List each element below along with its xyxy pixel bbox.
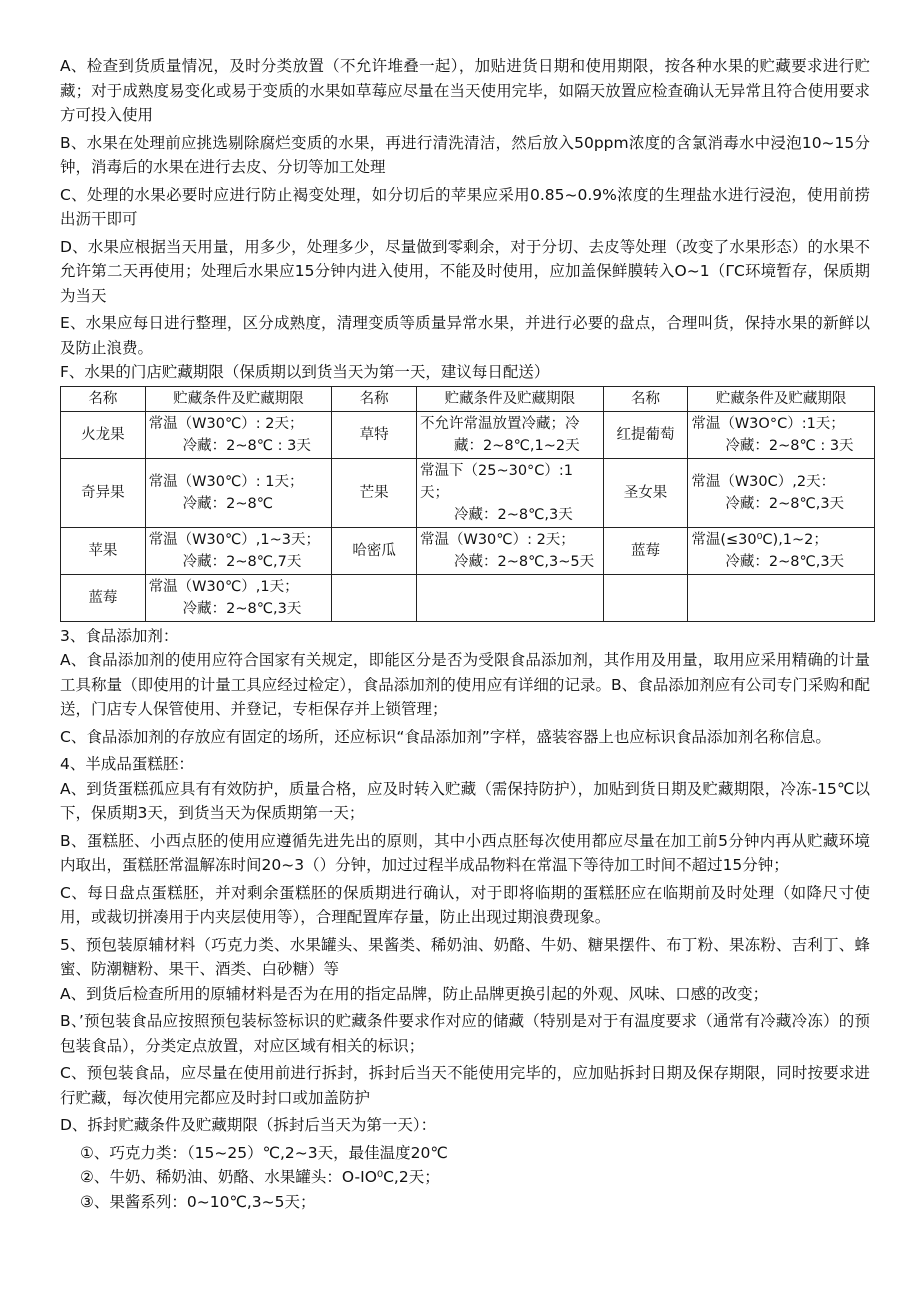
room-temp-line: 常温（W30℃）: 2天； <box>148 415 304 432</box>
prepack-heading: 5、预包装原辅材料（巧克力类、水果罐头、果酱类、稀奶油、奶酪、牛奶、糖果摆件、布丁粉、果冻粉、吉利丁、蜂蜜、防潮糖粉、果干、酒类、白砂糖）等 <box>60 935 870 978</box>
storage-condition <box>688 411 875 458</box>
fruit-name: 草特 <box>332 411 417 458</box>
cold-storage-line: 冷藏：2~8℃,3~5天 <box>454 553 595 570</box>
fruit-storage-table <box>60 386 875 622</box>
list-item: ①、巧克力类：（15~25）℃,2~3天，最佳温度20℃ <box>80 1143 448 1162</box>
cake-para-b: B、蛋糕胚、小西点胚的使用应遵循先进先出的原则，其中小西点胚每次使用都应尽量在加工前5分钟内再从贮藏环境内取出，蛋糕胚常温解冻时间20~3（）分钟，加过过程半成品物料在常温下等待加工时间不超过15分钟； <box>60 831 870 874</box>
table-header: 贮藏条件及贮藏期限 <box>688 386 875 411</box>
cake-heading: 4、半成品蛋糕胚： <box>60 755 194 773</box>
cold-storage-line: 冷藏：2~8℃,3天 <box>725 495 845 512</box>
empty-cell <box>417 574 604 621</box>
storage-condition <box>417 458 604 527</box>
table-row <box>61 411 875 458</box>
storage-condition <box>417 527 604 574</box>
room-temp-line: 常温（W30℃）,1~3天； <box>148 531 320 548</box>
additives-para-c: C、食品添加剂的存放应有固定的场所，还应标识“食品添加剂”字样，盛装容器上也应标识食品添加剂名称信息。 <box>60 727 831 746</box>
cold-storage-line: 冷藏：2~8℃ <box>182 495 274 512</box>
room-temp-line: 常温（W30℃）: 1天； <box>148 473 304 490</box>
prepack-para-b: B、’预包装食品应按照预包装标签标识的贮藏条件要求作对应的储藏（特别是对于有温度要求（通常有冷藏冷冻）的预包装食品），分类定点放置，对应区域有相关的标识； <box>60 1012 870 1055</box>
table-header: 名称 <box>603 386 688 411</box>
additives-para-ab: A、食品添加剂的使用应符合国家有关规定，即能区分是否为受限食品添加剂，其作用及用量，取用应采用精确的计量工具称量（即使用的计量工具应经过检定），食品添加剂的使用应有详细的记录。B、食品添加剂应有公司专门采购和配送，门店专人保管使用、并登记，专柜保存并上锁管理； <box>60 651 870 718</box>
prepack-para-d: D、拆封贮藏条件及贮藏期限（拆封后当天为第一天）： <box>60 1116 437 1134</box>
fruit-name: 蓝莓 <box>61 574 146 621</box>
cake-para-a: A、到货蛋糕孤应具有有效防护，质量合格，应及时转入贮藏（需保持防护），加贴到货日期及贮藏期限，冷冻-15℃以下，保质期3天，到货当天为保质期第一天； <box>60 779 870 822</box>
cold-storage-line: 冷藏：2~8℃,3天 <box>182 600 302 617</box>
table-header-row <box>61 386 875 411</box>
table-header: 贮藏条件及贮藏期限 <box>417 386 604 411</box>
prepack-para-c: C、预包装食品，应尽量在使用前进行拆封，拆封后当天不能使用完毕的，应加贴拆封日期及保存期限，同时按要求进行贮藏，每次使用完都应及时封口或加盖防护 <box>60 1064 870 1107</box>
prepack-para-a: A、到货后检查所用的原辅材料是否为在用的指定品牌，防止品牌更换引起的外观、风味、口感的改变； <box>60 984 769 1003</box>
cold-storage-line: 冷藏：2~8℃,3天 <box>725 553 845 570</box>
fruit-name: 奇异果 <box>61 458 146 527</box>
fruit-para-d: D、水果应根据当天用量，用多少，处理多少，尽量做到零剩余，对于分切、去皮等处理（改变了水果形态）的水果不允许第二天再使用；处理后水果应15分钟内进入使用，不能及时使用，应加盖保鲜膜转入O~1（ΓC环境暂存，保质期为当天 <box>60 237 870 305</box>
fruit-name: 火龙果 <box>61 411 146 458</box>
fruit-para-b: B、水果在处理前应挑选剔除腐烂变质的水果，再进行清洗清洁，然后放入50ppm浓度的含氯消毒水中浸泡10~15分钟，消毒后的水果在进行去皮、分切等加工处理 <box>60 133 870 176</box>
storage-condition <box>145 458 332 527</box>
table-header: 名称 <box>61 386 146 411</box>
room-temp-line: 常温（W30℃）: 2天； <box>420 531 575 548</box>
storage-condition <box>145 527 332 574</box>
cold-storage-line: 藏：2~8℃,1~2天 <box>454 437 580 454</box>
storage-condition <box>688 458 875 527</box>
storage-condition <box>688 527 875 574</box>
room-temp-line: 常温(≤30⁰C),1~2； <box>691 531 828 548</box>
room-temp-line: 常温（W30C）,2天： <box>691 473 836 490</box>
fruit-para-a: A、检查到货质量情况，及时分类放置（不允许堆叠一起），加贴进货日期和使用期限，按各种水果的贮藏要求进行贮藏；对于成熟度易变化或易于变质的水果如草莓应尽量在当天使用完毕，如隔天放置应检查确认无异常且符合使用要求方可投入使用 <box>60 57 870 124</box>
room-temp-line: 常温下（25~30°C）:1天； <box>420 462 574 501</box>
table-row <box>61 574 875 621</box>
empty-cell <box>688 574 875 621</box>
table-header: 贮藏条件及贮藏期限 <box>145 386 332 411</box>
fruit-para-c: C、处理的水果必要时应进行防止褐变处理，如分切后的苹果应采用0.85~0.9%浓度的生理盐水进行浸泡，使用前捞出沥干即可 <box>60 185 870 228</box>
fruit-name: 哈密瓜 <box>332 527 417 574</box>
room-temp-line: 常温（W30℃）,1天； <box>148 578 299 595</box>
fruit-name: 圣女果 <box>603 458 688 527</box>
cold-storage-line: 冷藏：2~8℃ : 3天 <box>182 437 311 454</box>
table-row <box>61 458 875 527</box>
empty-cell <box>332 574 417 621</box>
cake-para-c: C、每日盘点蛋糕胚，并对剩余蛋糕胚的保质期进行确认，对于即将临期的蛋糕胚应在临期前及时处理（如降尺寸使用，或裁切拼凑用于内夹层使用等），合理配置库存量，防止出现过期浪费现象。 <box>60 883 870 926</box>
cold-storage-line: 冷藏：2~8℃ : 3天 <box>725 437 854 454</box>
empty-cell <box>603 574 688 621</box>
table-row <box>61 527 875 574</box>
fruit-name: 芒果 <box>332 458 417 527</box>
cold-storage-line: 冷藏：2~8℃,7天 <box>182 553 302 570</box>
fruit-name: 红提葡萄 <box>603 411 688 458</box>
list-item: ③、果酱系列：0~10℃,3~5天； <box>80 1192 316 1211</box>
storage-condition <box>145 411 332 458</box>
fruit-para-f: F、水果的门店贮藏期限（保质期以到货当天为第一天，建议每日配送） <box>60 363 550 381</box>
cold-storage-line: 冷藏：2~8℃,3天 <box>454 506 573 523</box>
storage-condition <box>145 574 332 621</box>
additives-heading: 3、食品添加剂： <box>60 626 179 645</box>
room-temp-line: 不允许常温放置冷藏；冷 <box>420 415 580 432</box>
fruit-name: 苹果 <box>61 527 146 574</box>
table-header: 名称 <box>332 386 417 411</box>
list-item: ②、牛奶、稀奶油、奶酪、水果罐头：O-IO⁰C,2天； <box>80 1168 440 1186</box>
storage-condition <box>417 411 604 458</box>
fruit-name: 蓝莓 <box>603 527 688 574</box>
fruit-para-e: E、水果应每日进行整理，区分成熟度，清理变质等质量异常水果，并进行必要的盘点，合理叫货，保持水果的新鲜以及防止浪费。 <box>60 314 870 357</box>
room-temp-line: 常温（W3O°C）:1天； <box>691 415 845 432</box>
